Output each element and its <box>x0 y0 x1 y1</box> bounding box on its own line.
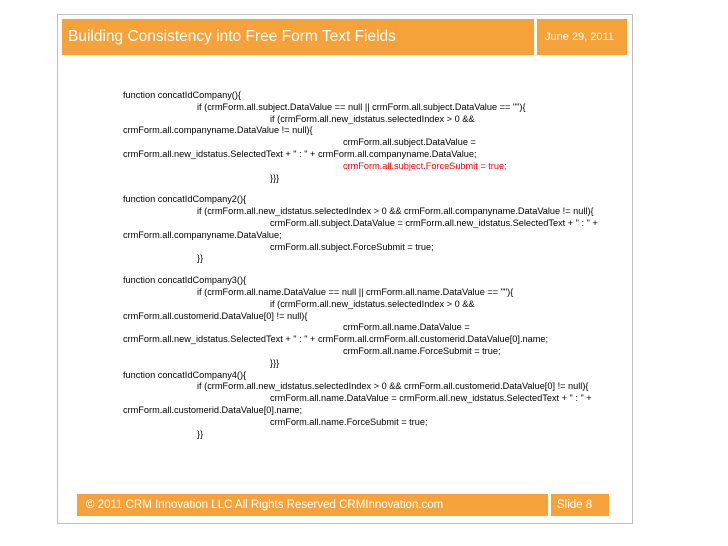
code-gap <box>123 265 643 275</box>
slide-date: June 29, 2011 <box>537 19 627 55</box>
code-line: if (crmForm.all.subject.DataValue == null || crmForm.all.subject.DataValue == ""){ <box>197 101 526 112</box>
code-line: }} <box>197 253 204 264</box>
code-line: crmForm.all.subject.DataValue = <box>343 137 476 148</box>
code-line: if (crmForm.all.new_idstatus.selectedIndex > 0 && <box>270 113 475 124</box>
code-line: crmForm.all.customerid.DataValue[0] != null){ <box>123 310 308 321</box>
code-line: function concatIdCompany4(){ <box>123 369 247 380</box>
code-line: crmForm.all.name.DataValue = crmForm.all.new_idstatus.SelectedText + " : " + <box>270 393 592 404</box>
code-line: if (crmForm.all.new_idstatus.selectedIndex > 0 && crmForm.all.companyname.DataValue != null){ <box>197 206 594 217</box>
code-line: }} <box>197 428 204 439</box>
code-line: crmForm.all.new_idstatus.SelectedText + " : " + crmForm.all.companyname.DataValue; <box>123 148 477 159</box>
code-line: if (crmForm.all.new_idstatus.selectedIndex > 0 && crmForm.all.customerid.DataValue[0] != null){ <box>197 381 589 392</box>
code-line: crmForm.all.name.ForceSubmit = true; <box>270 416 428 427</box>
slide-title: Building Consistency into Free Form Text Fields <box>62 19 534 55</box>
code-line: crmForm.all.subject.DataValue = crmForm.all.new_idstatus.SelectedText + " : " + <box>270 217 598 228</box>
code-listing <box>123 90 643 440</box>
code-line: crmForm.all.customerid.DataValue[0].name; <box>123 404 303 415</box>
slide-header <box>62 19 627 55</box>
code-line: function concatIdCompany2(){ <box>123 194 247 205</box>
code-line: crmForm.all.companyname.DataValue != null){ <box>123 125 313 136</box>
code-line: function concatIdCompany(){ <box>123 90 241 100</box>
code-line: if (crmForm.all.new_idstatus.selectedIndex > 0 && <box>270 298 475 309</box>
code-line: if (crmForm.all.name.DataValue == null || crmForm.all.name.DataValue == ""){ <box>197 286 514 297</box>
code-line: }}} <box>270 357 280 368</box>
code-line: crmForm.all.name.ForceSubmit = true; <box>343 345 501 356</box>
code-line-highlighted: crmForm.all.subject.ForceSubmit = true; <box>343 160 507 171</box>
code-line: crmForm.all.companyname.DataValue; <box>123 229 282 240</box>
code-line: crmForm.all.new_idstatus.SelectedText + " : " + crmForm.all.crmForm.all.customerid.DataValue[0].name; <box>123 334 549 345</box>
slide-number: Slide 8 <box>551 494 609 516</box>
code-line: }}} <box>270 172 280 183</box>
copyright-text: © 2011 CRM Innovation LLC All Rights Reserved CRMInnovation.com <box>77 494 548 516</box>
code-line: function concatIdCompany3(){ <box>123 275 247 286</box>
slide-footer <box>77 494 609 516</box>
code-line: crmForm.all.name.DataValue = <box>343 322 470 333</box>
code-gap <box>123 184 643 194</box>
code-line: crmForm.all.subject.ForceSubmit = true; <box>270 241 434 252</box>
